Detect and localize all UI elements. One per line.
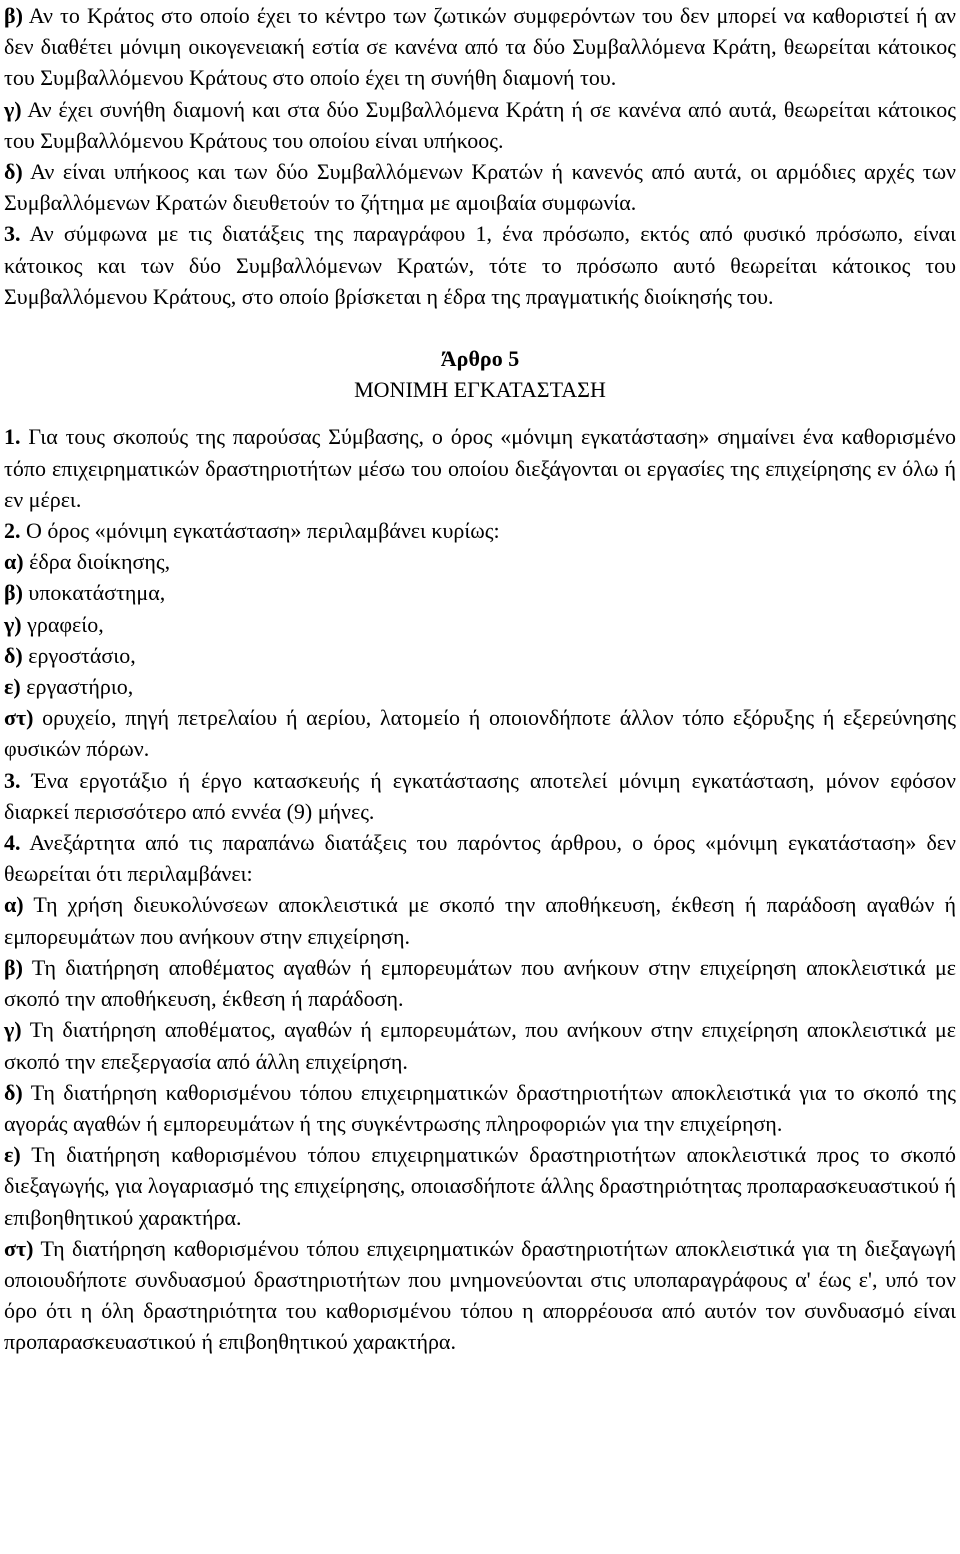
paragraph-text: Τη διατήρηση καθορισμένου τόπου επιχειρηματικών δραστηριοτήτων αποκλειστικά για το σκοπό της αγοράς αγαθών ή εμπορευμάτων ή της συγκέντρωσης πληροφοριών για την επιχείρηση. [4, 1079, 956, 1136]
list-item-beta [4, 577, 956, 608]
paragraph-text: Τη διατήρηση καθορισμένου τόπου επιχειρηματικών δραστηριοτήτων αποκλειστικά προς το σκοπό διεξαγωγής, για λογαριασμό της επιχείρησης, οποιασδήποτε άλλης δραστηριότητας προπαρασκευαστικού ή επιβοηθητικού χαρακτήρα. [4, 1142, 956, 1230]
paragraph-label: 2. [4, 518, 21, 544]
paragraph-text: έδρα διοίκησης, [23, 549, 171, 575]
article5-paragraph-4 [4, 827, 956, 889]
paragraph-label: γ) [4, 96, 22, 122]
paragraph-text: Ένα εργοτάξιο ή έργο κατασκευής ή εγκατάστασης αποτελεί μόνιμη εγκατάσταση, μόνον εφόσον διαρκεί περισσότερο από εννέα (9) μήνες. [4, 767, 956, 824]
paragraph-label: δ) [4, 1079, 23, 1105]
paragraph-label: στ) [4, 1235, 34, 1261]
paragraph-text: Αν είναι υπήκοος και των δύο Συμβαλλόμενων Κρατών ή κανενός από αυτά, οι αρμόδιες αρχές των Συμβαλλόμενων Κρατών διευθετούν το ζήτημα με αμοιβαία συμφωνία. [4, 159, 956, 216]
paragraph-label: β) [4, 3, 23, 28]
paragraph-text: Τη διατήρηση αποθέματος αγαθών ή εμπορευμάτων που ανήκουν στην επιχείρηση αποκλειστικά με σκοπό την αποθήκευση, έκθεση ή παράδοση. [4, 954, 956, 1012]
paragraph-delta [4, 156, 956, 218]
paragraph-label: γ) [4, 1017, 22, 1043]
list-item-epsilon [4, 671, 956, 702]
paragraph-label: δ) [4, 642, 23, 668]
paragraph-label: ε) [4, 1142, 21, 1168]
document-page [4, 0, 956, 1358]
exclusion-item-epsilon [4, 1139, 956, 1233]
paragraph-label: β) [4, 580, 23, 606]
paragraph-label: 3. [4, 221, 21, 247]
list-item-stigma [4, 702, 956, 764]
paragraph-text: Αν το Κράτος στο οποίο έχει το κέντρο των ζωτικών συμφερόντων του δεν μπορεί να καθοριστεί ή αν δεν διαθέτει μόνιμη οικογενειακή εστία σε κανένα από τα δύο Συμβαλλόμενα Κράτη, θεωρείται κάτοικος του Συμβαλλόμενου Κράτους στο οποίο έχει τη συνήθη διαμονή του. [4, 3, 956, 91]
exclusion-item-beta [4, 952, 956, 1014]
paragraph-text: ορυχείο, πηγή πετρελαίου ή αερίου, λατομείο ή οποιονδήποτε άλλον τόπο εξόρυξης ή εξερεύνησης φυσικών πόρων. [4, 705, 956, 762]
paragraph-text: Τη χρήση διευκολύνσεων αποκλειστικά με σκοπό την αποθήκευση, έκθεση ή παράδοση αγαθών ή εμπορευμάτων που ανήκουν στην επιχείρηση. [4, 892, 956, 949]
list-item-alpha [4, 546, 956, 577]
list-item-delta [4, 640, 956, 671]
article5-paragraph-3 [4, 765, 956, 827]
paragraph-text: Ανεξάρτητα από τις παραπάνω διατάξεις του παρόντος άρθρου, ο όρος «μόνιμη εγκατάσταση» δεν θεωρείται ότι περιλαμβάνει: [4, 830, 956, 887]
article-title: ΜΟΝΙΜΗ ΕΓΚΑΤΑΣΤΑΣΗ [354, 377, 606, 403]
paragraph-text: Αν σύμφωνα με τις διατάξεις της παραγράφου 1, ένα πρόσωπο, εκτός από φυσικό πρόσωπο, είναι κάτοικος και των δύο Συμβαλλόμενων Κρατών, τότε το πρόσωπο αυτό θεωρείται κάτοικος του Συμβαλλόμενου Κράτους, στο οποίο βρίσκεται η έδρα της πραγματικής διοίκησής του. [4, 221, 956, 309]
paragraph-beta [4, 0, 956, 94]
paragraph-label: α) [4, 892, 24, 918]
paragraph-text: εργαστήριο, [20, 674, 134, 700]
paragraph-text: Για τους σκοπούς της παρούσας Σύμβασης, ο όρος «μόνιμη εγκατάσταση» σημαίνει ένα καθορισμένο τόπο επιχειρηματικών δραστηριοτήτων μέσω του οποίου διεξάγονται οι εργασίες της επιχείρησης εν όλω ή εν μέρει. [4, 424, 956, 512]
article5-paragraph-1 [4, 421, 956, 515]
exclusion-item-stigma [4, 1233, 956, 1358]
paragraph-label: δ) [4, 159, 23, 185]
spacer [4, 405, 956, 421]
paragraph-text: εργοστάσιο, [22, 642, 136, 668]
article-heading: Άρθρο 5 [440, 346, 520, 372]
paragraph-text: υποκατάστημα, [22, 580, 166, 606]
paragraph-label: ε) [4, 674, 21, 700]
paragraph-label: 3. [4, 767, 21, 793]
paragraph-text: γραφείο, [21, 611, 104, 637]
spacer [4, 312, 956, 343]
paragraph-label: στ) [4, 705, 34, 731]
paragraph-label: γ) [4, 611, 22, 637]
paragraph-text: Τη διατήρηση αποθέματος, αγαθών ή εμπορευμάτων, που ανήκουν στην επιχείρηση αποκλειστικά με σκοπό την επεξεργασία από άλλη επιχείρηση. [4, 1017, 956, 1074]
list-item-gamma [4, 609, 956, 640]
paragraph-label: α) [4, 549, 24, 575]
paragraph-label: 1. [4, 424, 21, 450]
paragraph-text: Τη διατήρηση καθορισμένου τόπου επιχειρηματικών δραστηριοτήτων αποκλειστικά για τη διεξαγωγή οποιουδήποτε συνδυασμού δραστηριοτήτων που μνημονεύονται στις υποπαραγράφους α' έως ε', υπό τον όρο ότι η όλη δραστηριότητα του καθορισμένου τόπου η απορρέουσα από αυτόν τον συνδυασμό είναι προπαρασκευαστικού ή επιβοηθητικού χαρακτήρα. [4, 1235, 956, 1355]
paragraph-gamma [4, 94, 956, 156]
paragraph-label: 4. [4, 830, 21, 856]
paragraph-text: Ο όρος «μόνιμη εγκατάσταση» περιλαμβάνει κυρίως: [20, 518, 500, 544]
exclusion-item-alpha [4, 889, 956, 951]
article5-paragraph-2 [4, 515, 956, 546]
paragraph-label: β) [4, 954, 23, 980]
paragraph-text: Αν έχει συνήθη διαμονή και στα δύο Συμβαλλόμενα Κράτη ή σε κανένα από αυτά, θεωρείται κάτοικος του Συμβαλλόμενου Κράτους του οποίου είναι υπήκοος. [4, 96, 956, 153]
paragraph-3 [4, 218, 956, 312]
exclusion-item-delta [4, 1077, 956, 1139]
exclusion-item-gamma [4, 1014, 956, 1076]
